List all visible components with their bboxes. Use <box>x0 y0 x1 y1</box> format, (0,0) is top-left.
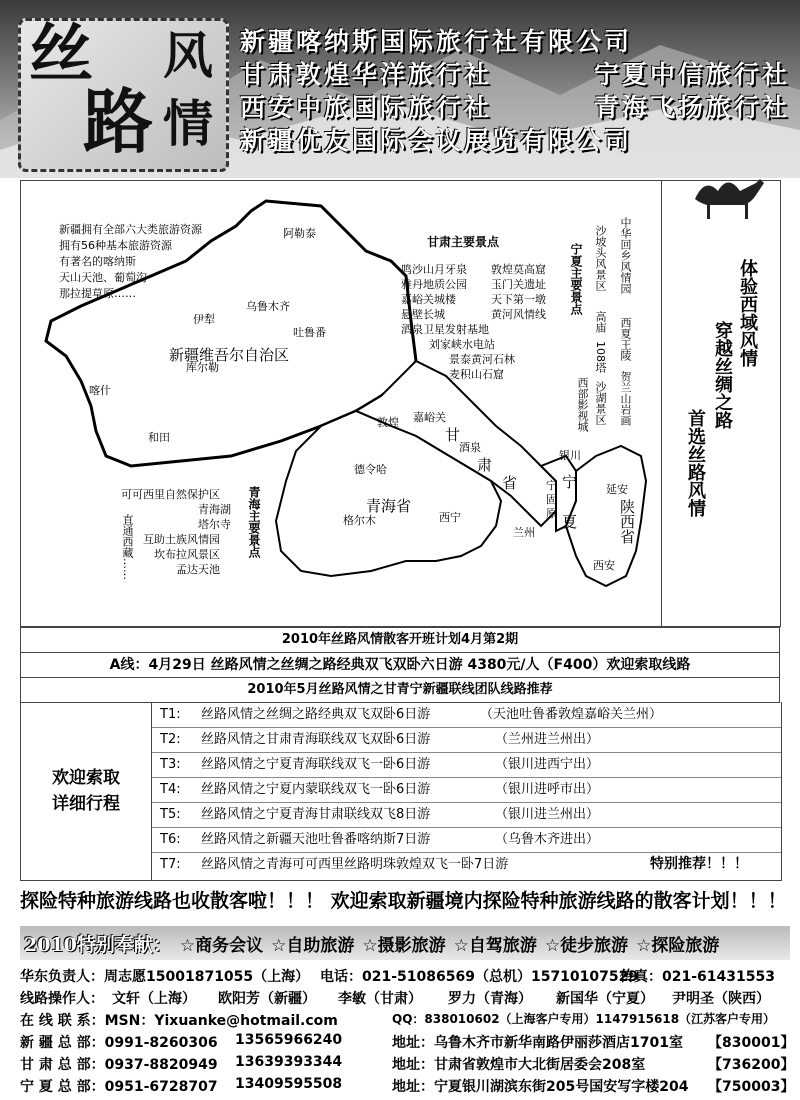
tour-name: 丝路风情之宁夏青海联线双飞一卧6日游 <box>201 757 431 772</box>
agency-line-1 <box>240 22 790 55</box>
agency-line-3 <box>240 88 790 121</box>
ningxia-spot: 高庙 <box>594 311 607 333</box>
slogan-1: 体验西域风情 <box>737 259 758 367</box>
xinjiang-hq-address: 地址：乌鲁木齐市新华南路伊丽莎酒店1701室 <box>392 1035 683 1051</box>
place-yanan: 延安 <box>606 483 628 496</box>
gansu-spot: 麦积山石窟 <box>449 368 504 381</box>
tour-code: T1: <box>160 707 181 722</box>
phone: 电话：021-51086569（总机）15710107529 <box>320 969 639 985</box>
place-xinjiang: 新疆维吾尔自治区 <box>169 346 290 364</box>
plan-section <box>20 627 780 703</box>
place-kashgar: 喀什 <box>89 384 111 397</box>
place-yinchuan: 银川 <box>559 449 581 462</box>
place-xining: 西宁 <box>439 511 461 524</box>
operator: 新国华（宁夏） <box>556 991 654 1007</box>
qinghai-extra: 直通西藏…… <box>121 514 134 580</box>
welcome-line-2: 详细行程 <box>52 794 120 814</box>
special-item: ☆自助旅游 <box>271 935 355 956</box>
place-urumqi: 乌鲁木齐 <box>246 300 290 313</box>
tour-route: （天池吐鲁番敦煌嘉峪关兰州） <box>480 707 663 722</box>
may-title: 2010年5月丝路风情之甘青宁新疆联线团队线路推荐 <box>20 678 780 703</box>
place-gansu-2: 肃 <box>477 456 493 474</box>
logo-char-1: 丝 <box>29 17 93 92</box>
special-item: ☆徒步旅游 <box>544 935 629 956</box>
xinjiang-hq-mobile: 13565966240 <box>235 1032 343 1048</box>
tour-code: T5: <box>160 807 181 822</box>
ningxia-hq-address: 地址：宁夏银川湖滨东街205号国安写字楼204 <box>392 1079 689 1095</box>
logo-char-4: 情 <box>163 94 213 153</box>
agency-list <box>240 22 790 154</box>
ningxia-hq-zip: 【750003】 <box>708 1079 795 1095</box>
xinjiang-intro-3: 有著名的喀纳斯 <box>59 255 136 268</box>
gansu-hq-mobile: 13639393344 <box>235 1054 343 1070</box>
tour-route: （银川进兰州出） <box>495 807 600 822</box>
slogan-panel <box>660 180 781 627</box>
place-golmud: 格尔木 <box>343 514 376 527</box>
place-yili: 伊犁 <box>193 313 215 326</box>
ningxia-spot: 108塔 <box>594 341 607 373</box>
place-turpan: 吐鲁番 <box>293 326 326 339</box>
gansu-spot: 鸣沙山月牙泉 <box>401 263 467 276</box>
place-jiuquan: 酒泉 <box>459 441 481 454</box>
ningxia-title: 宁夏主要景点 <box>569 243 583 315</box>
gansu-hq-zip: 【736200】 <box>708 1057 795 1073</box>
tour-list <box>20 702 782 881</box>
ningxia-hq-mobile: 13409595508 <box>235 1076 343 1092</box>
xinjiang-intro-2: 拥有56种基本旅游资源 <box>59 239 172 252</box>
agency-line-4 <box>240 121 790 154</box>
agency-name: 新疆优友国际会议展览有限公司 <box>240 126 633 155</box>
agency-name: 甘肃敦煌华洋旅行社 <box>240 60 493 89</box>
gansu-hq-phone: 甘 肃 总 部：0937-8820949 <box>20 1057 218 1073</box>
qinghai-spots <box>121 488 231 578</box>
tour-code: T4: <box>160 782 181 797</box>
gansu-spot: 嘉峪关城楼 <box>401 293 456 306</box>
special-item: ☆自驾旅游 <box>453 935 537 956</box>
place-xian: 西安 <box>593 559 615 572</box>
qinghai-spot: 坎布拉风景区 <box>154 548 220 561</box>
gansu-spot: 雅丹地质公园 <box>401 278 467 291</box>
camel-icon <box>690 169 770 224</box>
tour-row[interactable] <box>152 827 781 853</box>
gansu-spot: 黄河风情线 <box>491 308 546 321</box>
place-jiayuguan: 嘉峪关 <box>413 411 446 424</box>
qq: QQ：838010602（上海客户专用）1147915618（江苏客户专用） <box>392 1012 776 1026</box>
fax: 传真：021-61431553 <box>620 969 775 985</box>
gansu-spot: 酒泉卫星发射基地 <box>401 323 489 336</box>
gansu-spot: 天下第一墩 <box>491 293 546 306</box>
agency-name: 青海飞扬旅行社 <box>593 93 790 122</box>
logo <box>18 18 229 172</box>
agency-name: 西安中旅国际旅行社 <box>240 93 493 122</box>
tour-name: 丝路风情之宁夏内蒙联线双飞一卧6日游 <box>201 782 431 797</box>
place-altay: 阿勒泰 <box>283 227 316 240</box>
operator: 李敏（甘肃） <box>338 991 422 1007</box>
tour-row[interactable] <box>152 727 781 753</box>
place-dunhuang: 敦煌 <box>377 416 399 429</box>
gansu-spots-col1 <box>401 263 515 383</box>
ningxia-spot: 贺兰山岩画 <box>619 371 632 426</box>
tour-name: 丝路风情之甘肃青海联线双飞双卧6日游 <box>201 732 431 747</box>
gansu-spots-col2 <box>491 263 546 323</box>
tour-name: 丝路风情之青海可可西里丝路明珠敦煌双飞一卧7日游 <box>201 857 509 872</box>
ningxia-spot: 沙湖景区 <box>594 381 607 425</box>
tour-name: 丝路风情之新疆天池吐鲁番喀纳斯7日游 <box>201 832 431 847</box>
place-delingha: 德令哈 <box>354 463 387 476</box>
xinjiang-hq-zip: 【830001】 <box>708 1035 795 1051</box>
welcome-line-1: 欢迎索取 <box>52 768 120 788</box>
special-title: 2010特别奉献： <box>24 933 172 956</box>
place-ningxia-small-2: 固 <box>546 493 557 506</box>
ningxia-hq-phone: 宁 夏 总 部：0951-6728707 <box>20 1079 218 1095</box>
place-ningxia-1: 宁 <box>562 473 578 491</box>
place-shaanxi: 陕西省 <box>618 499 636 544</box>
ningxia-spot: 西夏王陵 <box>619 317 632 361</box>
tour-row[interactable] <box>152 752 781 778</box>
xinjiang-intro-5: 那拉提草原…… <box>59 287 136 300</box>
gansu-spot: 刘家峡水电站 <box>429 338 495 351</box>
tour-route: （银川进西宁出） <box>495 757 600 772</box>
gansu-spot: 悬壁长城 <box>401 308 445 321</box>
place-ningxia-small-1: 宁 <box>546 479 557 492</box>
tour-name: 丝路风情之宁夏青海甘肃联线双飞8日游 <box>201 807 431 822</box>
gansu-hq-address: 地址：甘肃省敦煌市大北街居委会208室 <box>392 1057 646 1073</box>
msn[interactable]: 在 线 联 系：MSN：Yixuanke@hotmail.com <box>20 1013 338 1029</box>
slogan-2: 穿越丝绸之路 <box>712 321 733 429</box>
gansu-spot: 景泰黄河石林 <box>449 353 515 366</box>
xinjiang-hq-phone: 新 疆 总 部：0991-8260306 <box>20 1035 218 1051</box>
slogan-3: 首选丝路风情 <box>685 409 706 517</box>
gansu-spot: 玉门关遗址 <box>491 278 546 291</box>
special-item: ☆探险旅游 <box>636 935 720 956</box>
tour-code: T6: <box>160 832 181 847</box>
operator: 欧阳芳（新疆） <box>218 991 316 1007</box>
tour-name: 丝路风情之丝绸之路经典双飞双卧6日游 <box>201 707 431 722</box>
place-gansu: 甘 <box>445 426 461 444</box>
gansu-title: 甘肃主要景点 <box>427 235 500 249</box>
tour-row[interactable] <box>152 702 781 728</box>
header-banner <box>0 0 800 178</box>
tour-code: T7: <box>160 857 181 872</box>
tour-route: （银川进呼市出） <box>495 782 600 797</box>
welcome-box <box>21 702 152 880</box>
tour-row[interactable] <box>152 852 781 877</box>
line-a: A线：4月29日 丝路风情之丝绸之路经典双飞双卧六日游 4380元/人（F400）欢迎索取线路 <box>20 653 780 678</box>
tour-row[interactable] <box>152 777 781 803</box>
map-panel <box>20 180 662 627</box>
logo-char-3: 风 <box>163 26 213 85</box>
special-item: ☆摄影旅游 <box>362 935 446 956</box>
operator: 罗力（青海） <box>448 991 532 1007</box>
qinghai-spot: 青海湖 <box>198 503 231 516</box>
place-ningxia-2: 夏 <box>562 513 578 531</box>
ningxia-spot: 中华回乡风情园 <box>619 217 632 294</box>
place-gansu-3: 省 <box>502 474 518 492</box>
tour-code: T3: <box>160 757 181 772</box>
agency-name: 新疆喀纳斯国际旅行社有限公司 <box>240 27 633 56</box>
special-offer-bar <box>20 926 790 960</box>
qinghai-spot: 互助土族风情园 <box>143 533 220 546</box>
tour-row[interactable] <box>152 802 781 828</box>
operator: 文轩（上海） <box>112 991 196 1007</box>
place-lanzhou: 兰州 <box>513 526 535 539</box>
place-hotan: 和田 <box>148 431 170 444</box>
promo-banner: 探险特种旅游线路也收散客啦！！！ 欢迎索取新疆境内探险特种旅游线路的散客计划！！！ <box>20 890 787 912</box>
tour-route: （乌鲁木齐进出） <box>495 832 600 847</box>
ningxia-spot: 西部影视城 <box>576 377 589 432</box>
gansu-spot: 敦煌莫高窟 <box>491 263 546 276</box>
xinjiang-intro-1: 新疆拥有全部六大类旅游资源 <box>59 223 202 236</box>
operator-label: 线路操作人： <box>20 991 104 1007</box>
qinghai-spot: 可可西里自然保护区 <box>121 488 220 501</box>
tour-code: T2: <box>160 732 181 747</box>
qinghai-title: 青海主要景点 <box>247 486 261 558</box>
special-item: ☆商务会议 <box>179 935 264 956</box>
place-korla: 库尔勒 <box>186 361 219 374</box>
operator: 尹明圣（陕西） <box>672 991 770 1007</box>
tour-special-tag: 特别推荐！！！ <box>650 856 748 872</box>
agency-line-2 <box>240 55 790 88</box>
xinjiang-intro-4: 天山天池、葡萄沟 <box>59 271 147 284</box>
place-ningxia-small-3: 原 <box>546 507 557 520</box>
east-china-contact: 华东负责人：周志愿15001871055（上海） <box>20 969 310 985</box>
logo-char-2: 路 <box>83 80 153 163</box>
plan-title: 2010年丝路风情散客开班计划4月第2期 <box>20 627 780 653</box>
agency-name: 宁夏中信旅行社 <box>593 60 790 89</box>
qinghai-spot: 塔尔寺 <box>198 518 231 531</box>
qinghai-spot: 孟达天池 <box>176 563 220 576</box>
tour-route: （兰州进兰州出） <box>495 732 600 747</box>
place-qinghai: 青海省 <box>366 497 412 515</box>
ningxia-spot: 沙坡头风景区 <box>594 225 607 291</box>
